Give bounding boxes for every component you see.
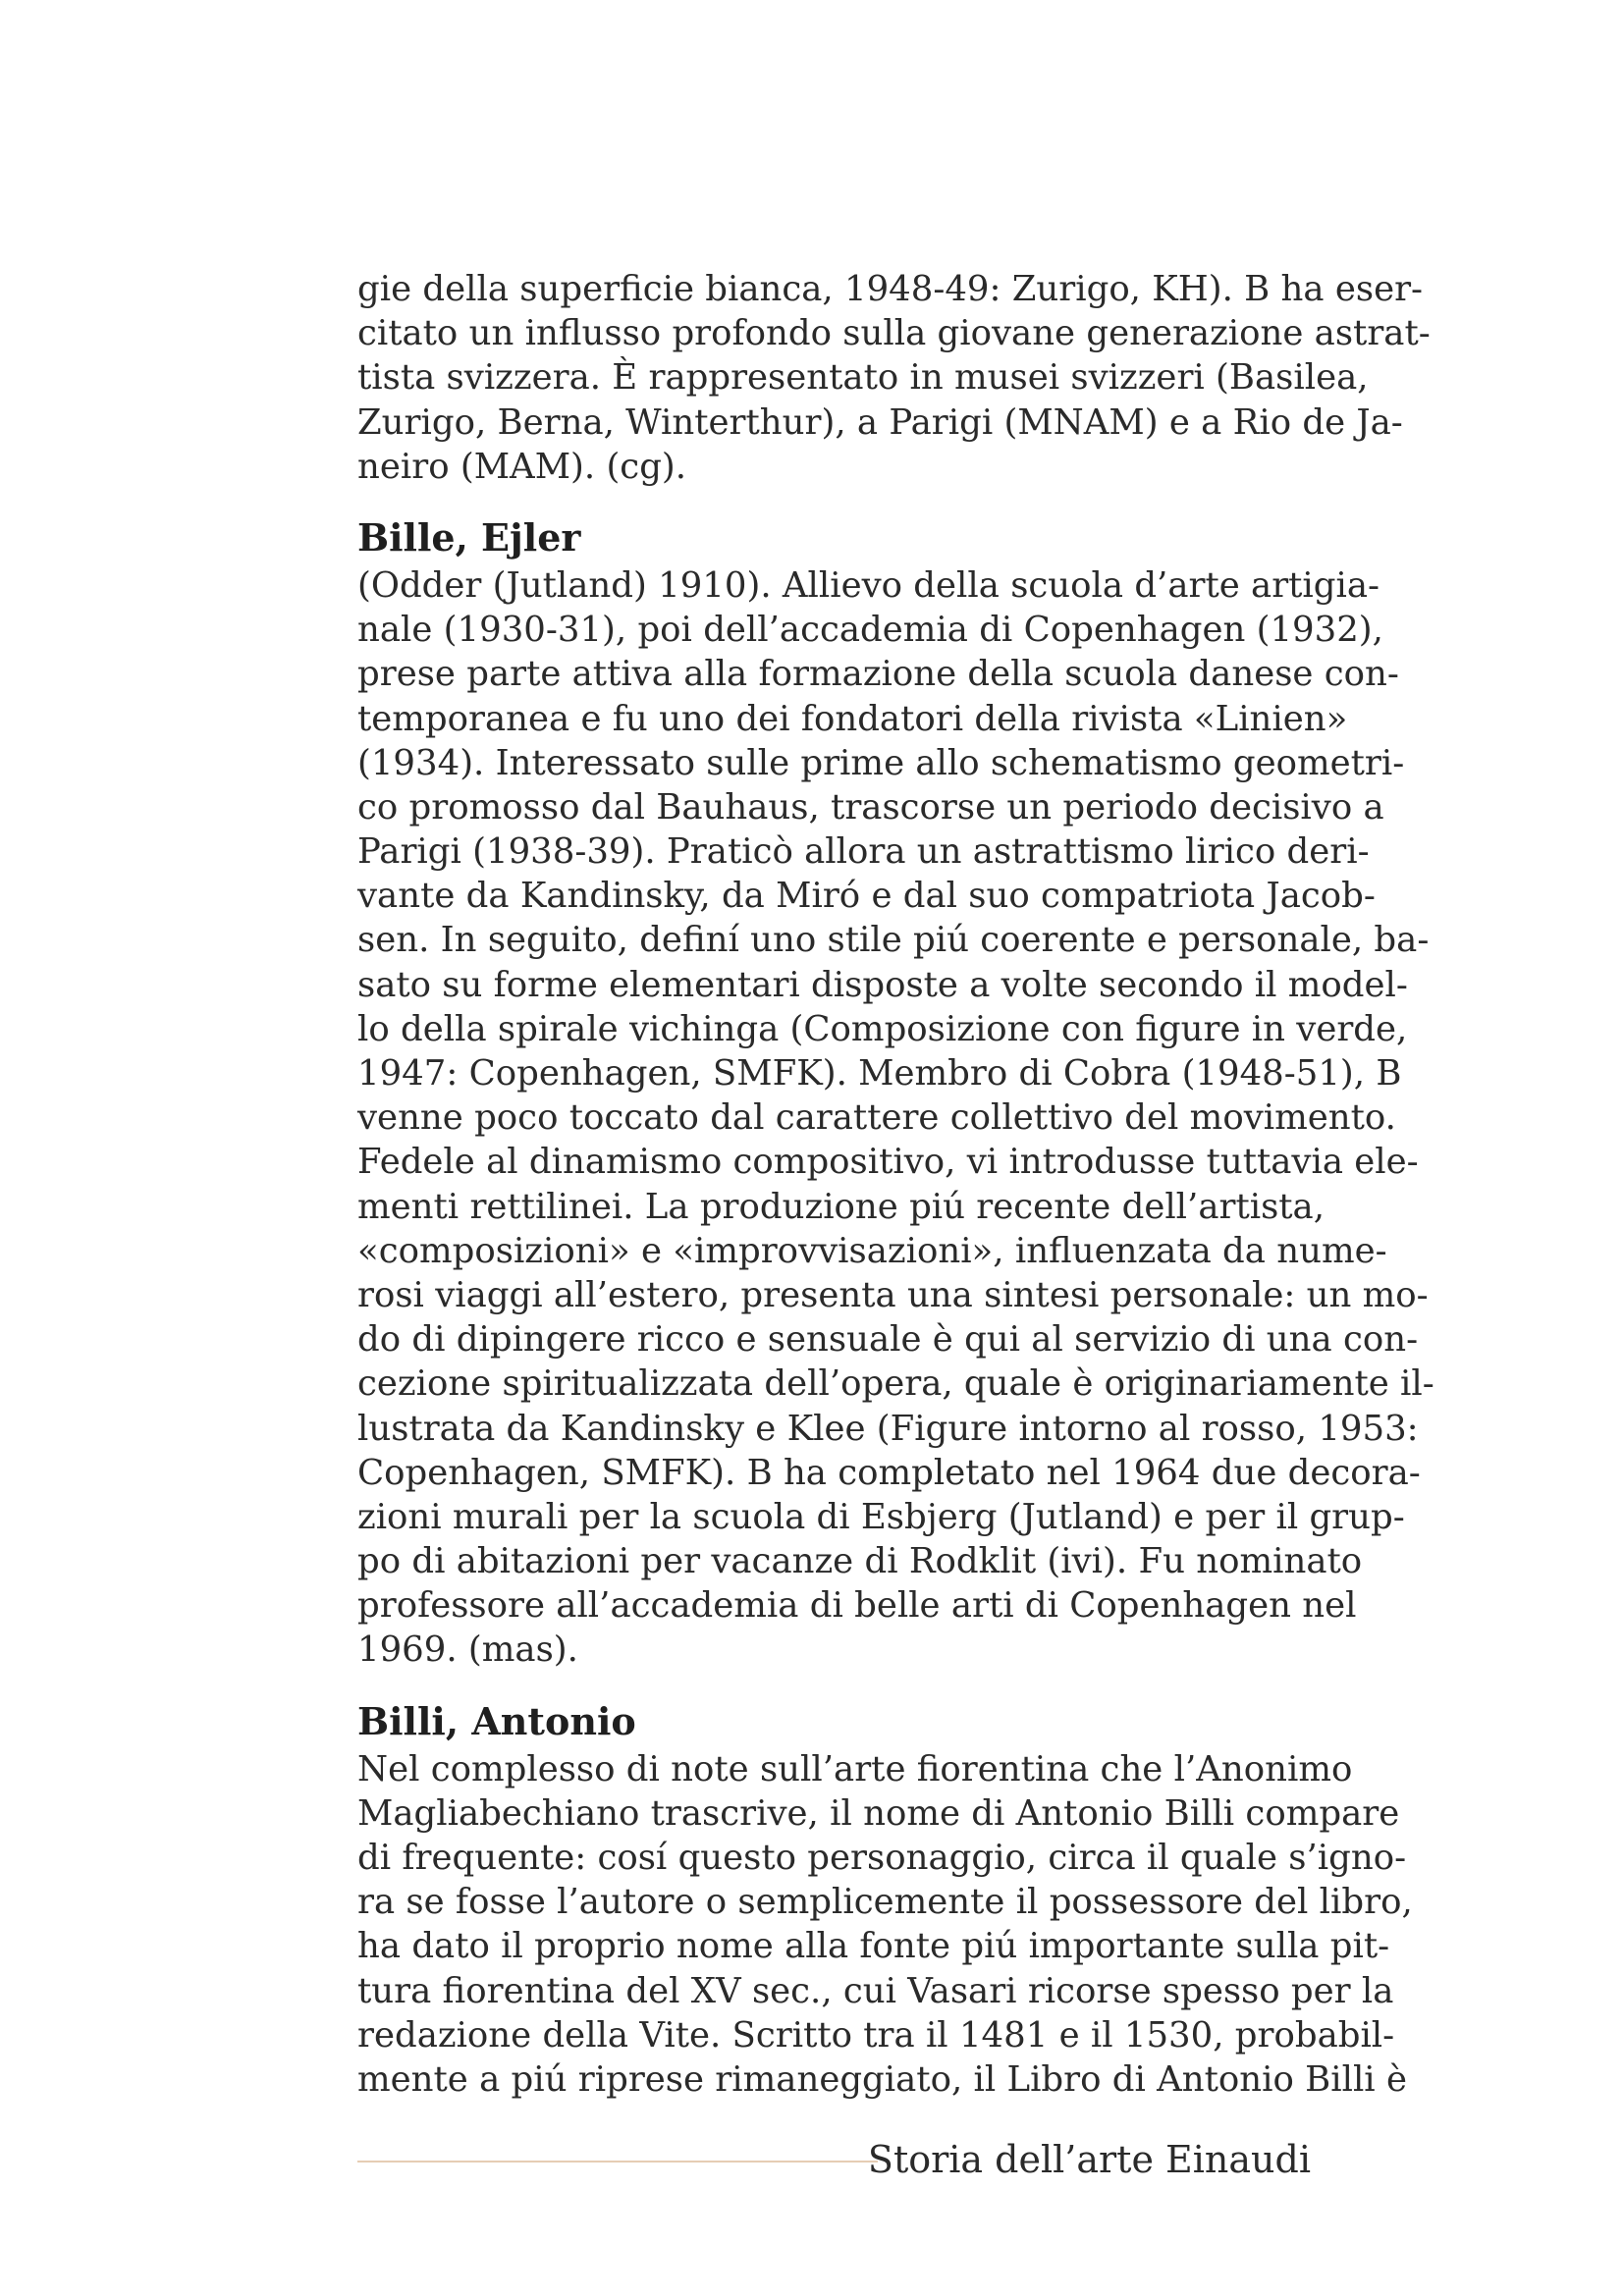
text-line: do di dipingere ricco e sensuale è qui al servizio di una con- [357,1319,1419,1361]
text-line: Nel complesso di note sull’arte fiorentina che l’Anonimo [357,1748,1353,1789]
text-line: rosi viaggi all’estero, presenta una sintesi personale: un mo- [357,1274,1429,1315]
entry-body-billi [357,1747,1413,2103]
text-line: Magliabechiano trascrive, il nome di Antonio Billi compare [357,1792,1400,1834]
footer-title: Storia dell’arte Einaudi [867,2138,1311,2181]
text-line: redazione della Vite. Scritto tra il 1481 e il 1530, probabil- [357,2014,1395,2056]
text-line: (Odder (Jutland) 1910). Allievo della scuola d’arte artigia- [357,564,1380,606]
text-line: lo della spirale vichinga (Composizione con figure in verde, [357,1008,1408,1049]
text-line: «composizioni» e «improvvisazioni», influenzata da nume- [357,1230,1387,1271]
text-line: menti rettilinei. La produzione piú recente dell’artista, [357,1186,1325,1227]
text-line: sen. In seguito, definí uno stile piú coerente e personale, ba- [357,920,1430,961]
text-line: 1969. (mas). [357,1629,578,1671]
text-line: ha dato il proprio nome alla fonte piú importante sulla pit- [357,1926,1390,1967]
footer-rule [357,2161,878,2163]
text-line: mente a piú riprese rimaneggiato, il Libro di Antonio Billi è [357,2058,1407,2100]
text-line: nale (1930-31), poi dell’accademia di Copenhagen (1932), [357,610,1383,651]
text-line: Zurigo, Berna, Winterthur), a Parigi (MNAM) e a Rio de Ja- [357,401,1403,443]
text-line: Fedele al dinamismo compositivo, vi introdusse tuttavia ele- [357,1142,1419,1183]
text-line: (1934). Interessato sulle prime allo schematismo geometri- [357,742,1405,783]
text-line: tista svizzera. È rappresentato in musei svizzeri (Basilea, [357,357,1369,399]
text-line: Copenhagen, SMFK). B ha completato nel 1964 due decora- [357,1452,1421,1493]
text-line: citato un influsso profondo sulla giovane generazione astrat- [357,313,1431,354]
text-line: po di abitazioni per vacanze di Rodklit (ivi). Fu nominato [357,1541,1363,1582]
text-line: gie della superficie bianca, 1948-49: Zurigo, KH). B ha eser- [357,269,1424,309]
text-line: cezione spiritualizzata dell’opera, quale è originariamente il- [357,1363,1434,1405]
text-line: lustrata da Kandinsky e Klee (Figure intorno al rosso, 1953: [357,1408,1419,1449]
intro-paragraph [357,267,1431,489]
entry-body-bille [357,563,1434,1673]
page-body [357,267,1434,2102]
text-line: venne poco toccato dal carattere collettivo del movimento. [357,1097,1396,1139]
entry-heading-billi: Billi, Antonio [357,1698,636,1743]
text-line: 1947: Copenhagen, SMFK). Membro di Cobra (1948-51), B [357,1053,1402,1094]
text-line: temporanea e fu uno dei fondatori della rivista «Linien» [357,698,1348,739]
text-line: sato su forme elementari disposte a volte secondo il model- [357,964,1408,1005]
text-line: neiro (MAM). (cg). [357,446,687,487]
entry-heading-bille: Bille, Ejler [357,514,581,560]
text-line: vante da Kandinsky, da Miró e dal suo compatriota Jacob- [357,876,1376,917]
text-line: co promosso dal Bauhaus, trascorse un periodo decisivo a [357,786,1384,828]
text-line: tura fiorentina del XV sec., cui Vasari ricorse spesso per la [357,1970,1394,2011]
text-line: prese parte attiva alla formazione della scuola danese con- [357,654,1399,695]
text-line: di frequente: cosí questo personaggio, circa il quale s’igno- [357,1838,1407,1878]
text-line: ra se fosse l’autore o semplicemente il possessore del libro, [357,1882,1413,1923]
text-line: professore all’accademia di belle arti di Copenhagen nel [357,1585,1357,1627]
text-line: zioni murali per la scuola di Esbjerg (Jutland) e per il grup- [357,1496,1405,1537]
text-line: Parigi (1938-39). Praticò allora un astrattismo lirico deri- [357,831,1370,873]
